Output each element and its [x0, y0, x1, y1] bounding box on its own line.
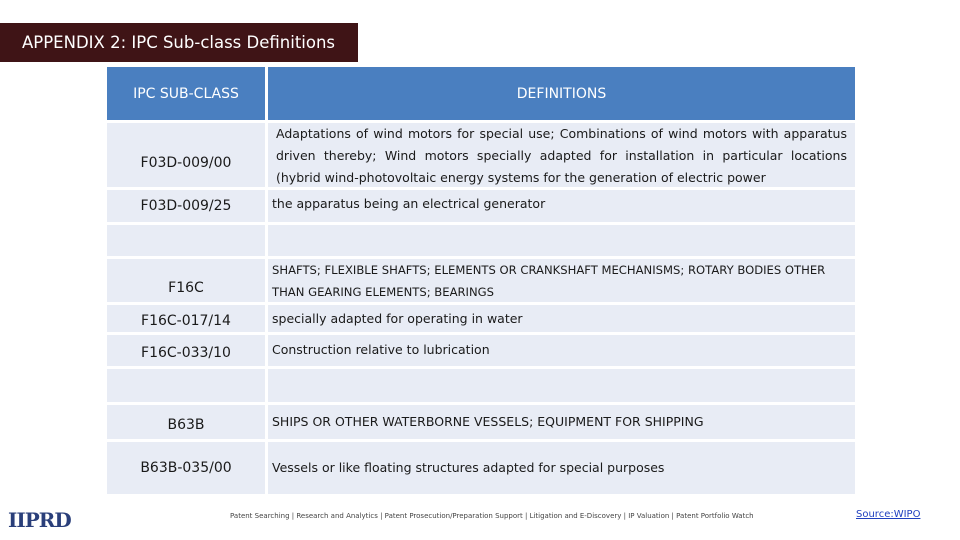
definition-text: the apparatus being an electrical generator — [272, 196, 546, 211]
definition-cell — [268, 405, 855, 439]
definition-text: SHAFTS; FLEXIBLE SHAFTS; ELEMENTS OR CRANKSHAFT MECHANISMS; ROTARY BODIES OTHER THAN GEARING ELEMENTS; BEARINGS — [272, 263, 826, 299]
definition-cell — [268, 369, 855, 402]
logo-text: IIPRD — [8, 508, 71, 532]
definition-text: Construction relative to lubrication — [272, 342, 490, 357]
header-definitions: DEFINITIONS — [268, 67, 855, 120]
definition-cell — [268, 335, 855, 366]
subclass-cell: B63B-035/00 — [107, 442, 265, 494]
iiprd-logo — [8, 507, 70, 533]
definition-text: Adaptations of wind motors for special use; Combinations of wind motors with apparatus driven thereby; Wind motors specially adapted for installation in particular locations (hybrid wind-photovoltaic energy systems for the generation of electric power — [276, 126, 847, 185]
header-subclass: IPC SUB-CLASS — [107, 67, 265, 120]
definition-cell — [268, 305, 855, 332]
subclass-cell: F03D-009/25 — [107, 190, 265, 222]
definition-cell — [268, 442, 855, 494]
definition-text: specially adapted for operating in water — [272, 310, 523, 326]
ipc-definitions-table — [107, 67, 855, 494]
subclass-cell: F16C — [107, 259, 265, 302]
subclass-cell: B63B — [107, 405, 265, 439]
definition-cell — [268, 190, 855, 222]
subclass-cell — [107, 369, 265, 402]
subclass-cell — [107, 225, 265, 256]
footer-services: Patent Searching | Research and Analytics | Patent Prosecution/Preparation Support | Litigation and E-Discovery | IP Valuation | Patent Portfolio Watch — [230, 512, 754, 520]
subclass-cell: F03D-009/00 — [107, 123, 265, 187]
subclass-cell: F16C-033/10 — [107, 335, 265, 366]
definition-cell — [268, 259, 855, 302]
definition-text: Vessels or like floating structures adapted for special purposes — [272, 460, 665, 475]
definition-cell — [268, 123, 855, 187]
page-title: APPENDIX 2: IPC Sub-class Definitions — [0, 23, 358, 62]
definition-text: SHIPS OR OTHER WATERBORNE VESSELS; EQUIPMENT FOR SHIPPING — [272, 414, 704, 429]
source-link[interactable]: Source:WIPO — [856, 509, 921, 520]
definition-cell — [268, 225, 855, 256]
subclass-cell: F16C-017/14 — [107, 305, 265, 332]
